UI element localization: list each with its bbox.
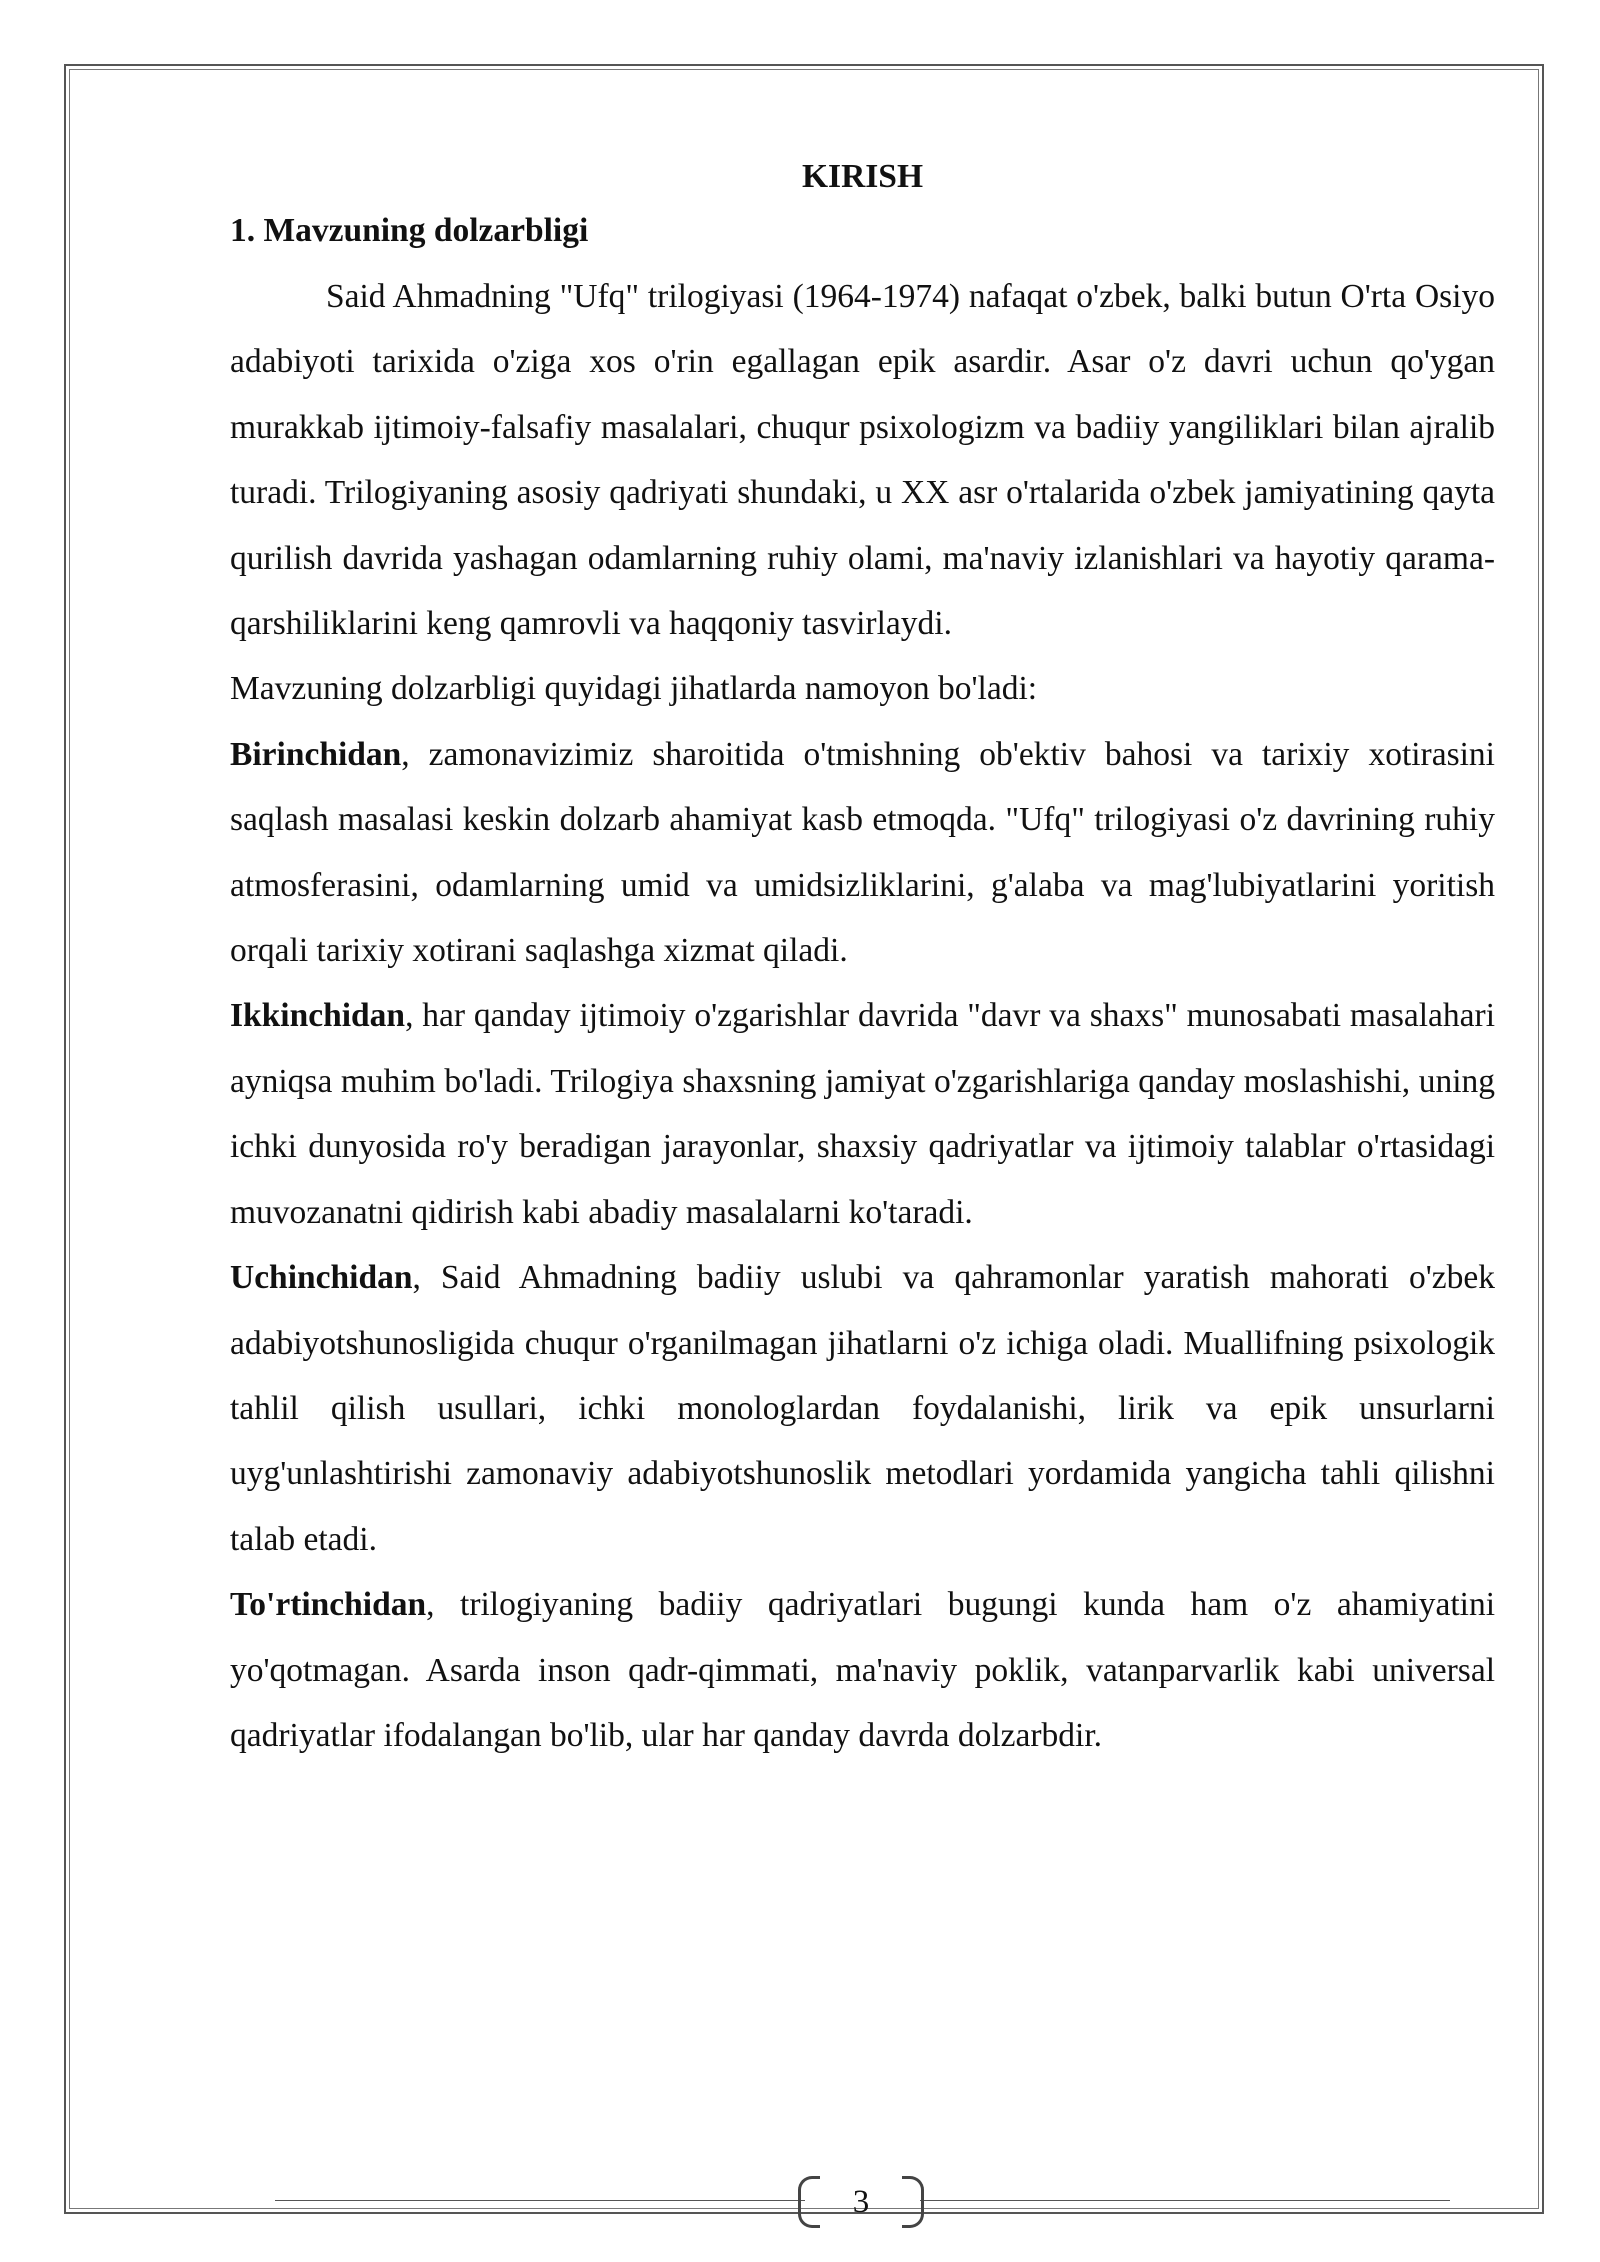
relevance-intro: Mavzuning dolzarbligi quyidagi jihatlarda namoyon bo'ladi: — [230, 670, 1038, 708]
point-text-4: , trilogiyaning badiiy qadriyatlari bugungi kunda ham o'z ahamiyatini yo'qotmagan. Asarda inson qadr-qimmati, ma'naviy poklik, vatanparvarlik kabi universal qadriyatlar ifodalangan bo'lib, ular har qanday davrda dolzarbdir. — [230, 1586, 1495, 1754]
page-number-bracket-left — [798, 2176, 820, 2228]
page-number: 3 — [852, 2184, 870, 2220]
intro-paragraph: Said Ahmadning "Ufq" trilogiyasi (1964-1974) nafaqat o'zbek, balki butun O'rta Osiyo adabiyoti tarixida o'ziga xos o'rin egallagan epik asardir. Asar o'z davri uchun qo'ygan murakkab ijtimoiy-falsafiy masalalari, chuqur psixologizm va badiiy yangiliklari bilan ajralib turadi. Trilogiyaning asosiy qadriyati shundaki, u XX asr o'rtalarida o'zbek jamiyatining qayta qurilish davrida yashagan odamlarning ruhiy olami, ma'naviy izlanishlari va hayotiy qarama-qarshiliklarini keng qamrovli va haqqoniy tasvirlaydi. — [230, 278, 1495, 643]
point-paragraph-4 — [230, 1572, 1495, 1768]
section-heading: 1. Mavzuning dolzarbligi — [230, 212, 589, 249]
document-body — [230, 150, 1495, 1768]
point-text-3: , Said Ahmadning badiiy uslubi va qahramonlar yaratish mahorati o'zbek adabiyotshunosligida chuqur o'rganilmagan jihatlarni o'z ichiga oladi. Muallifning psixologik tahlil qilish usullari, ichki monologlardan foydalanishi, lirik va epik unsurlarni uyg'unlashtirishi zamonaviy adabiyotshunoslik metodlari yordamida yangicha tahli qilishni talab etadi. — [230, 1259, 1495, 1558]
point-paragraph-2 — [230, 983, 1495, 1245]
page-number-bracket-right — [902, 2176, 924, 2228]
point-lead-2: Ikkinchidan — [230, 997, 406, 1035]
document-title: KIRISH — [801, 158, 923, 195]
footer-rule-left — [275, 2200, 805, 2201]
footer-rule-right — [920, 2200, 1450, 2201]
point-paragraph-3 — [230, 1245, 1495, 1572]
point-lead-3: Uchinchidan — [230, 1259, 413, 1297]
point-text-2: , har qanday ijtimoiy o'zgarishlar davrida "davr va shaxs" munosabati masalahari ayniqsa muhim bo'ladi. Trilogiya shaxsning jamiyat o'zgarishlariga qanday moslashishi, uning ichki dunyosida ro'y beradigan jarayonlar, shaxsiy qadriyatlar va ijtimoiy talablar o'rtasidagi muvozanatni qidirish kabi abadiy masalalarni ko'taradi. — [230, 997, 1495, 1231]
point-lead-4: To'rtinchidan — [230, 1586, 427, 1624]
point-lead-1: Birinchidan — [230, 735, 402, 773]
point-paragraph-1 — [230, 722, 1495, 984]
point-text-1: , zamonavizimiz sharoitida o'tmishning ob'ektiv bahosi va tarixiy xotirasini saqlash masalasi keskin dolzarb ahamiyat kasb etmoqda. "Ufq" trilogiyasi o'z davrining ruhiy atmosferasini, odamlarning umid va umidsizliklarini, g'alaba va mag'lubiyatlarini yoritish orqali tarixiy xotirani saqlashga xizmat qiladi. — [230, 735, 1495, 970]
